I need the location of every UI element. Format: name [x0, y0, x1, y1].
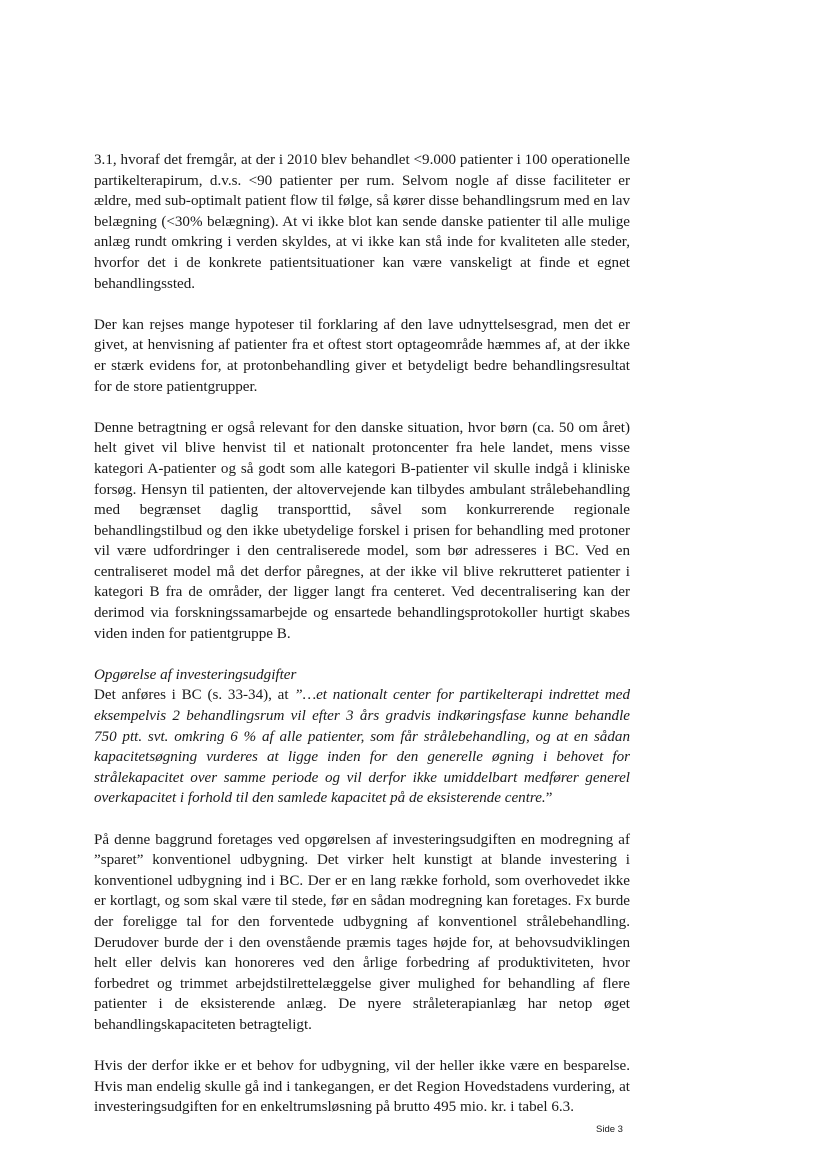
- paragraph-utilization: 3.1, hvoraf det fremgår, at der i 2010 blev behandlet <9.000 patienter i 100 operationelle partikelterapirum, d.v.s. <90 patienter per rum. Selvom nogle af disse faciliteter er ældre, med sub-optimalt patient flow til følge, så kører disse behandlingsrum med en lav belægning (<30% belægning). At vi ikke blot kan sende danske patienter til alle mulige anlæg rundt omkring i verden skyldes, at vi ikke kan stå inde for kvaliteten alle steder, hvorfor det i de konkrete patientsituationer kan være vanskeligt at finde et egnet behandlingssted.: [94, 152, 630, 292]
- page-number: Side 3: [596, 1124, 623, 1135]
- quote-text: ”…et nationalt center for partikelterapi indrettet med eksempelvis 2 behandlingsrum vil efter 3 års gradvis indkøringsfase kunne behandle 750 ptt. svt. omkring 6 % af alle patienter, som får strålebehandling, og at en sådan kapacitetsøgning vurderes at ligge inden for den generelle øgning i behovet for strålekapacitet over samme periode og vil derfor ikke umiddelbart medfører generel overkapacitet i forhold til den samlede kapacitet på de eksisterende centre.: [94, 687, 630, 807]
- paragraph-hypotheses: Der kan rejses mange hypoteser til forklaring af den lave udnyttelsesgrad, men det er givet, at henvisning af patienter fra et oftest stort optageområde hæmmes af, at der ikke er stærk evidens for, at protonbehandling giver et betydeligt bedre behandlingsresultat for de store patientgrupper.: [94, 316, 630, 395]
- section-heading: Opgørelse af investeringsudgifter: [94, 666, 297, 683]
- paragraph-bc-quote: [94, 685, 630, 809]
- paragraph-savings: Hvis der derfor ikke er et behov for udbygning, vil der heller ikke være en besparelse. Hvis man endelig skulle gå ind i tankegangen, er det Region Hovedstadens vurdering, at investeringsudgiften for en enkeltrumsløsning på brutto 495 mio. kr. i tabel 6.3.: [94, 1058, 630, 1116]
- paragraph-offset-calculation: På denne baggrund foretages ved opgørelsen af investeringsudgiften en modregning af ”sparet” konventionel udbygning. Det virker helt kunstigt at blande investering i konventionel udbygning ind i BC. Der er en lang række forhold, som overhovedet ikke er kortlagt, og som skal være til stede, før en sådan modregning kan foretages. Fx burde der foreligge tal for den forventede udbygning af konventionel strålebehandling. Derudover burde der i den ovenstående præmis tages højde for, at behovsudviklingen helt eller delvis kan honoreres ved den årlige forbedring af produktiviteten, hvor forbedret og trimmet arbejdstilrettelæggelse giver mulighed for behandling af flere patienter i de eksisterende anlæg. De nyere stråleterapianlæg har netop øget behandlingskapaciteten betragteligt.: [94, 831, 630, 1033]
- paragraph-danish-situation: Denne betragtning er også relevant for den danske situation, hvor børn (ca. 50 om året) helt givet vil blive henvist til et nationalt protoncenter fra hele landet, mens visse kategori A-patienter og så godt som alle kategori B-patienter vil skulle indgå i kliniske forsøg. Hensyn til patienten, der altovervejende kan tilbydes ambulant strålebehandling med begrænset daglig transporttid, såvel som konkurrerende regionale behandlingstilbud og den ikke ubetydelige forskel i prisen for behandling med protoner vil være udfordringer i den centraliserede model, som bør adresseres i BC. Ved en centraliseret model må det derfor påregnes, at der ikke vil blive rekrutteret patienter i kategori B fra de områder, der ligger langt fra centeret. Ved decentralisering kan der derimod via forskningssamarbejde og ensartede behandlingsprotokoller hurtigt skabes viden inden for patientgruppe B.: [94, 419, 630, 642]
- quote-close: ”: [545, 790, 553, 807]
- quote-intro: Det anføres i BC (s. 33-34), at: [94, 687, 295, 704]
- document-body: [94, 150, 630, 1118]
